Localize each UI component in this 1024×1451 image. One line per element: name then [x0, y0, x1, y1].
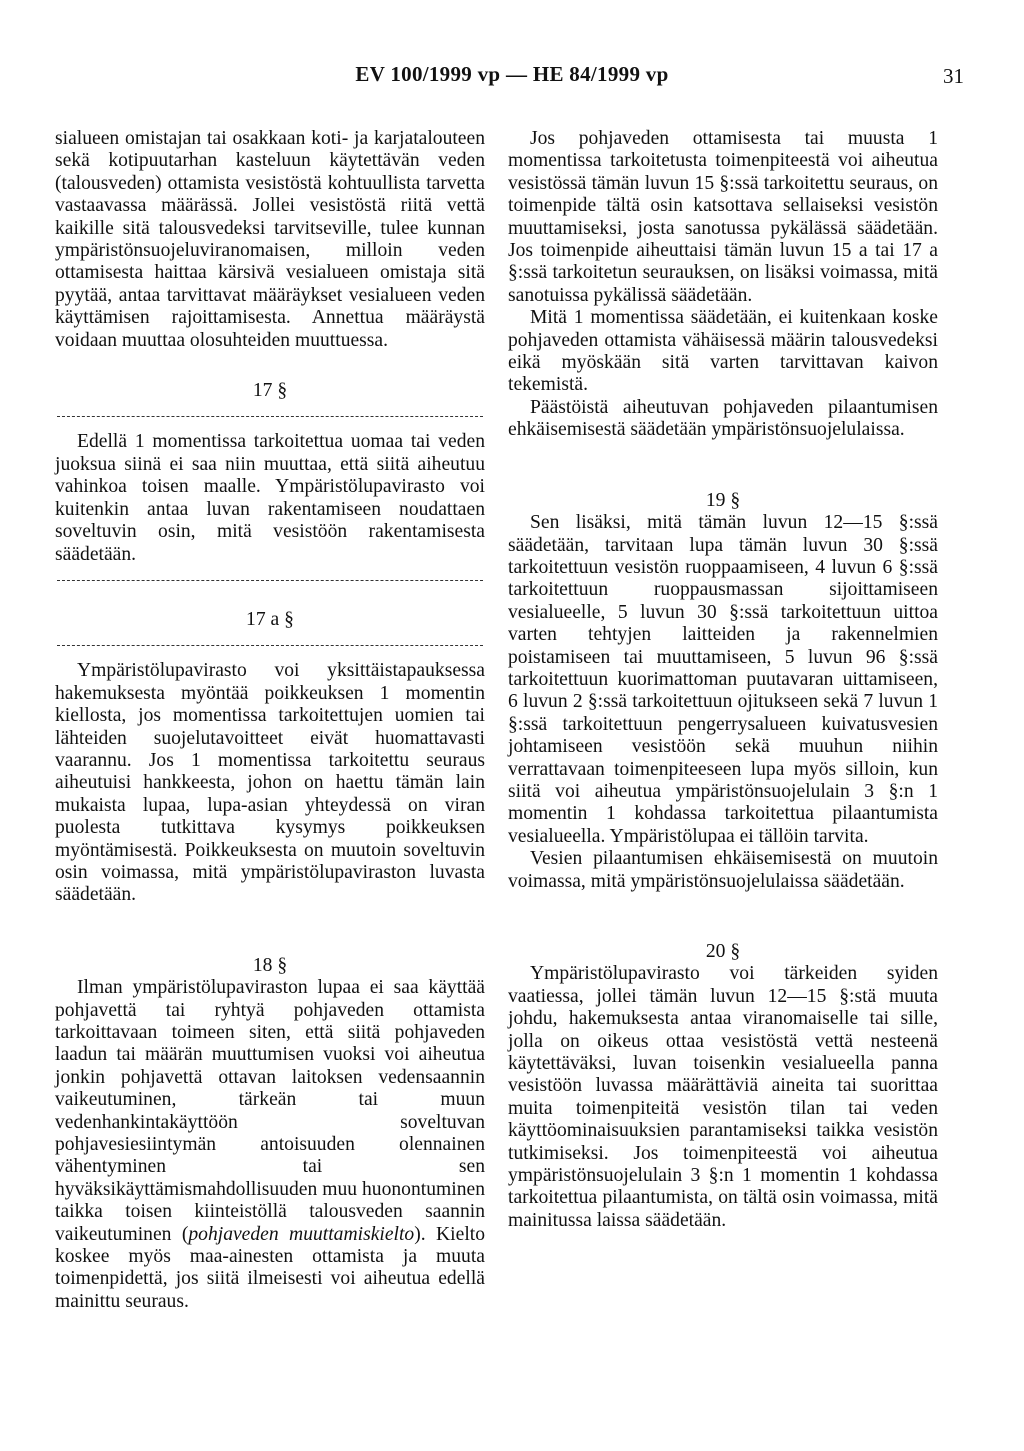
paragraph: Sen lisäksi, mitä tämän luvun 12—15 §:ssä säädetään, tarvitaan lupa tämän luvun 30 §:ssä tarkoitettuun vesistön ruoppaamiseen, 4 luvun 6 §:ssä tarkoitettuun ruoppausmassan sijoittamiseen vesialueelle, 5 luvun 30 §:ssä tarkoitettuun uittoa varten tehtyjen laitteiden ja rakennelmien poistamiseen tai muuttamiseen, 5 luvun 96 §:ssä tarkoitettuun kuorimattoman puutavaran uittamiseen, 6 luvun 2 §:ssä tarkoitettuun ojitukseen sekä 7 luvun 1 §:ssä tarkoitettuun pengerrysalueen kuivatusvesien johtamiseen vesistöön sekä muuhun niihin verrattavaan toimenpiteeseen lupa myös silloin, kun siitä voi aiheutua ympäristönsuojelulain 3 §:n 1 momentin 1 kohdassa tarkoitettua pilaantumista vesialueella. Ympäristölupaa ei tällöin tarvita. — [508, 512, 938, 847]
paragraph: Mitä 1 momentissa säädetään, ei kuitenkaan koske pohjaveden ottamista vähäisessä määrin talousvedeksi eikä myöskään sitä varten tarvittavan kaivon tekemistä. — [508, 307, 938, 396]
document-title: EV 100/1999 vp — HE 84/1999 vp — [355, 62, 669, 86]
paragraph: Edellä 1 momentissa tarkoitettua uomaa tai veden juoksua siinä ei saa niin muuttaa, että siitä aiheutuu vahinkoa toisen maalle. Ympäristölupavirasto voi kuitenkin antaa luvan rakentamiseen noudattaen soveltuvin osin, mitä vesistöön rakentamisesta säädetään. — [55, 431, 485, 565]
left-column — [55, 128, 485, 1313]
paragraph: sialueen omistajan tai osakkaan koti- ja karjatalouteen sekä kotipuutarhan kasteluun käytettävän veden (talousveden) ottamista vesistöstä kohtuullista tarvetta vastaavassa määrässä. Jollei vesistöstä riitä vettä kaikille sitä talousvedeksi tarvitseville, tulee kunnan ympäristönsuojeluviranomaisen, milloin veden ottamisesta haittaa kärsivä vesialueen omistaja sitä pyytää, antaa tarvittavat määräykset vesialueen veden käyttämisen rajoittamisesta. Annettua määräystä voidaan muuttaa olosuhteiden muuttuessa. — [55, 128, 485, 351]
section-title-17: 17 § — [252, 380, 288, 402]
page-header — [0, 62, 1024, 102]
paragraph: Jos pohjaveden ottamisesta tai muusta 1 momentissa tarkoitetusta toimenpiteestä voi aiheutua vesistössä tämän luvun 15 §:ssä tarkoitettu seuraus, on toimenpide tältä osin katsottava sellaiseksi vesistön muuttamiseksi, josta sanotussa pykälässä säädetään. Jos toimenpide aiheuttaisi tämän luvun 15 a tai 17 a §:ssä tarkoitetun seurauksen, on lisäksi voimassa, mitä sanotuissa pykälissä säädetään. — [508, 128, 938, 306]
section-title-19: 19 § — [705, 489, 741, 511]
paragraph: Ilman ympäristölupaviraston lupaa ei saa käyttää pohjavettä tai ryhtyä pohjaveden ottamista tarkoittavaan toimeen siten, että siitä pohjaveden laadun tai määrän muuttumisen vuoksi voi aiheutua jonkin pohjavettä ottavan laitoksen vedensaannin vaikeutuminen, tärkeän tai muun vedenhankintakäyttöön soveltuvan pohjavesiesiintymän antoisuuden olennainen vähentyminen tai sen hyväksikäyttämismahdollisuuden muu huonontuminen taikka toisen kiinteistöllä talousveden saannin vaikeutuminen (pohjaveden muuttamiskielto). Kielto koskee myös maa-ainesten ottamista ja muuta toimenpidettä, jos siitä ilmeisesti voi aiheutua edellä mainittu seuraus. — [55, 977, 486, 1312]
paragraph: Ympäristölupavirasto voi yksittäistapauksessa hakemuksesta myöntää poikkeuksen 1 momentin kiellosta, jos momentissa tarkoitettujen uomien tai lähteiden suojelutavoitteet eivät huomattavasti vaarannu. Jos 1 momentissa tarkoitettu seuraus aiheutuisi hankkeesta, johon on haettu tämän lain mukaista lupaa, lupa-asian yhteydessä on viran puolesta tutkittava kysymys poikkeuksen myöntämisestä. Poikkeuksesta on muutoin soveltuvin osin voimassa, mitä ympäristölupaviraston luvasta säädetään. — [55, 660, 485, 906]
paragraph: Päästöistä aiheutuvan pohjaveden pilaantumisen ehkäisemisestä säädetään ympäristönsuojelulaissa. — [508, 396, 938, 441]
paragraph: Vesien pilaantumisen ehkäisemisestä on muutoin voimassa, mitä ympäristönsuojelulaissa säädetään. — [508, 848, 938, 892]
section-title-17a: 17 a § — [246, 608, 294, 630]
emphasis: pohjaveden muuttamiskielto — [188, 1223, 415, 1245]
paragraph: Ympäristölupavirasto voi tärkeiden syiden vaatiessa, jollei tämän luvun 12—15 §:stä muuta johdu, hakemuksesta antaa viranomaiselle tai sille, jolla on oikeus ottaa vesistöstä vettä nesteenä käytettäväksi, luvan toisenkin vesialueella panna vesistöön luvassa määrättäviä aineita tai suorittaa muita toimenpiteitä vesistön tilan tai veden käyttöominaisuuksien parantamiseksi taikka vesistön tutkimiseksi. Jos toimenpiteestä voi aiheutua ympäristönsuojelulain 3 §:n 1 momentin 1 kohdassa tarkoitettua pilaantumista, on tältä osin voimassa, mitä mainitussa laissa säädetään. — [508, 963, 938, 1231]
section-title-20: 20 § — [705, 941, 741, 962]
page-number: 31 — [943, 64, 964, 88]
section-title-18: 18 § — [252, 954, 288, 976]
right-column — [508, 128, 938, 1232]
